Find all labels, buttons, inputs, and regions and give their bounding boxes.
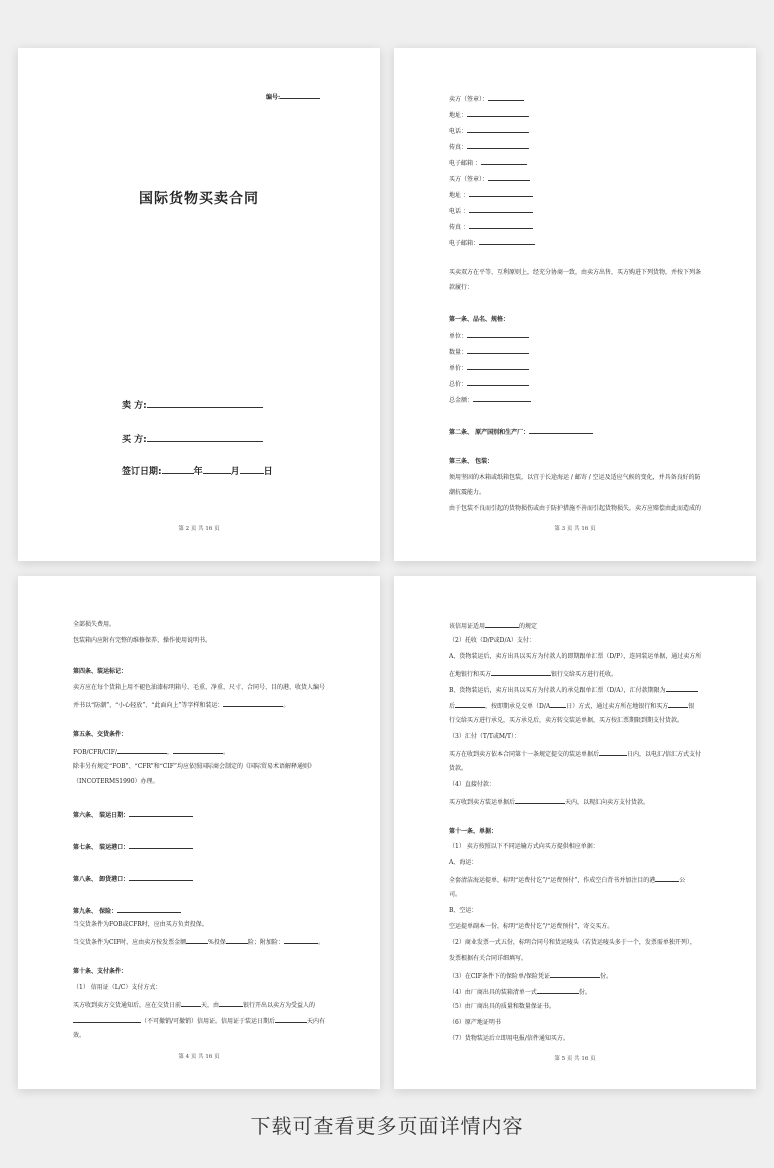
paragraph-text: （6）原产地证明书 [449, 1019, 501, 1026]
page-footer: 第 5 页 共 16 页 [554, 1056, 596, 1062]
signing-date-label: 签订日期: [122, 467, 162, 477]
paragraph-text: 后 ，按即期承兑交单（D/A 日）方式，通过卖方所在地银行和买方 银 [449, 703, 695, 710]
intro-text: 买卖双方在平等、互利原则上，经充分协商一致，由卖方出售，买方购进下列货物，并按下列条 [449, 269, 702, 276]
signing-date-line: 签订日期: 年 月 日 [122, 467, 273, 477]
document-page-payment [394, 576, 756, 1089]
paragraph-text: （7）货物装运后立即用电报/信件通知买方。 [449, 1035, 569, 1042]
article-title: 第三条、 包装： [449, 458, 494, 465]
seller-signature-line [122, 398, 263, 411]
paragraph-text: A、货物装运后，卖方出具以买方为付款人的即期跟单汇票（D/P），连同装运单据，通过卖方所 [449, 653, 702, 660]
contract-number-blank [280, 92, 320, 99]
spec-line: 单价： [449, 363, 529, 373]
paragraph-text: 当交货条件为FOB或CFR时，应由买方负责投保。 [73, 921, 208, 928]
paragraph-text: （1） 信用证（L/C）支付方式： [73, 984, 162, 991]
paragraph-text: （1） 卖方按照以下不同运输方式向买方提供相应单据： [449, 843, 599, 850]
paragraph-text: 除非另有规定“FOB”、“CFR”和“CIF”均应依照国际商会制定的《国际贸易术语解释通则》 [73, 763, 315, 770]
intro-text: 款履行： [449, 284, 474, 291]
article-title: 第八条、 卸货港口： [73, 874, 193, 884]
article-title: 第七条、 装运港口： [73, 842, 193, 852]
document-page-cover [18, 48, 380, 561]
paragraph-text: 包装箱内应附有完整的维修保养、操作使用说明书。 [73, 637, 212, 644]
article-title: 第二条、 原产国别和生产厂： [449, 427, 593, 437]
paragraph-text: （2）托收（D/P或D/A）支付： [449, 637, 535, 644]
party-line: 地址 ： [449, 190, 533, 200]
paragraph-text: （3）在CIF条件下的保险单/保险凭证 份。 [449, 973, 612, 980]
spec-line: 总价： [449, 379, 529, 389]
contract-number [266, 92, 320, 102]
party-line: 地址： [449, 110, 529, 120]
paragraph-text: （5）由厂商出具的质量和数量保证书。 [449, 1003, 555, 1010]
seller-label: 卖 方: [122, 401, 147, 411]
spec-line: 总金额： [449, 395, 531, 405]
paragraph-text: 司。 [449, 891, 462, 898]
paragraph-text: （2）商业发票一式五份，标明合同号和货运唛头（若货运唛头多于一个，发票需单独开列）， [449, 939, 696, 946]
paragraph-text: （4）由厂商出具的装箱清单一式 份。 [449, 989, 591, 996]
document-page-parties [394, 48, 756, 561]
paragraph-text: 买方在收到卖方依本合同第十一条规定提交的装运单据后 日内，以电汇/信汇方式支付 [449, 751, 702, 758]
paragraph-text: 全部损失费用。 [73, 621, 116, 628]
paragraph-text: B、货物装运后，卖方出具以买方为付款人的承兑跟单汇票（D/A），汇付款期限为 [449, 685, 698, 695]
paragraph-text: 发票根据有关合同详细填写。 [449, 955, 528, 962]
paragraph-text: 买方收到卖方交货通知后，应在交货日前 天，由 银行开出以卖方为受益人的 [73, 1002, 316, 1009]
party-line: 电子邮箱 ： [449, 158, 527, 168]
party-line: 电子邮箱： [449, 238, 535, 248]
page-footer: 第 3 页 共 16 页 [554, 526, 596, 532]
paragraph-text: 并书以“防潮”、“小心轻放”、“此面向上”等字样和装运： 。 [73, 702, 290, 709]
article-title: 第十一条、单据： [449, 828, 498, 835]
party-line: 电话 ： [449, 206, 533, 216]
article-title: 第五条、交货条件： [73, 731, 128, 738]
paragraph-text: 卖方应在每个货箱上用不褪色油漆标明箱号、毛重、净重、尺寸、合同号、目的港、收货人编号 [73, 684, 326, 691]
party-line: 传真： [449, 142, 529, 152]
paragraph-text: 买方收到卖方装运单据后 天内，以现汇向卖方支付货款。 [449, 799, 650, 806]
party-line: 买方（签章）： [449, 174, 530, 184]
page-footer: 第 4 页 共 16 页 [178, 1054, 220, 1060]
paragraph-text: 由于包装不良而引起的货物损伤或由于防护措施不善而引起货物损失，卖方应赔偿由此而造成的 [449, 505, 702, 512]
buyer-blank [147, 433, 263, 442]
spec-line: 数量： [449, 347, 529, 357]
party-line: 卖方（签章）： [449, 94, 524, 104]
paragraph-text: （4）直接付款： [449, 781, 495, 788]
article-title: 第一条、品名、规格： [449, 316, 510, 323]
paragraph-text: （不可撤销/可撤销）信用证。信用证于装运日期后 天内有 [73, 1016, 325, 1026]
document-page-terms [18, 576, 380, 1089]
paragraph-text: A、海运： [449, 859, 478, 866]
party-line: 传真 ： [449, 222, 533, 232]
buyer-label: 买 方: [122, 435, 147, 445]
contract-number-label: 编号: [266, 94, 281, 101]
paragraph-text: （INCOTERMS1990）办理。 [73, 778, 159, 785]
paragraph-text: 货款。 [449, 765, 468, 772]
download-caption: 下载可查看更多页面详情内容 [250, 1114, 524, 1138]
paragraph-text: 效。 [73, 1032, 86, 1039]
buyer-signature-line [122, 432, 263, 445]
article-title: 第四条、装运标记： [73, 668, 128, 675]
paragraph-text: 在地银行和买方 银行交给买方进行托收。 [449, 671, 618, 678]
seller-blank [147, 399, 263, 408]
document-title: 国际货物买卖合同 [139, 191, 259, 207]
spec-line: 单位： [449, 331, 529, 341]
paragraph-text: 当交货条件为CIF时，应由卖方按发票金额 %投保 险；附加险： 。 [73, 939, 324, 946]
paragraph-text: FOB/CFR/CIF/ ， 。 [73, 749, 229, 756]
paragraph-text: （3）汇付（T/T或M/T）： [449, 733, 521, 740]
paragraph-text: 空运提单副本一份，标明“运费付讫”/“运费预付”，寄交买方。 [449, 923, 614, 930]
paragraph-text: B、空运： [449, 907, 478, 914]
paragraph-text: 须用坚固的木箱或纸箱包装，以宜于长途海运 / 邮寄 / 空运及适应气候的变化，并具备良好的防 [449, 474, 701, 481]
article-title: 第六条、 装运日期： [73, 810, 193, 820]
paragraph-text: 全套清洁海运提单，标明“运费付讫”/“运费预付”，作成空白背书并加注目的港 公 [449, 877, 686, 884]
article-title: 第九条、 保险： [73, 906, 181, 916]
paragraph-text: 行交给买方进行承兑，买方承兑后，卖方转交装运单据，买方按汇票期限到期支付货款。 [449, 717, 684, 724]
paragraph-text: 潮抗震能力。 [449, 489, 486, 496]
article-title: 第十条、支付条件： [73, 968, 128, 975]
party-line: 电话： [449, 126, 529, 136]
paragraph-text: 该信用证适用 的规定 [449, 623, 538, 630]
page-footer: 第 2 页 共 16 页 [178, 526, 220, 532]
